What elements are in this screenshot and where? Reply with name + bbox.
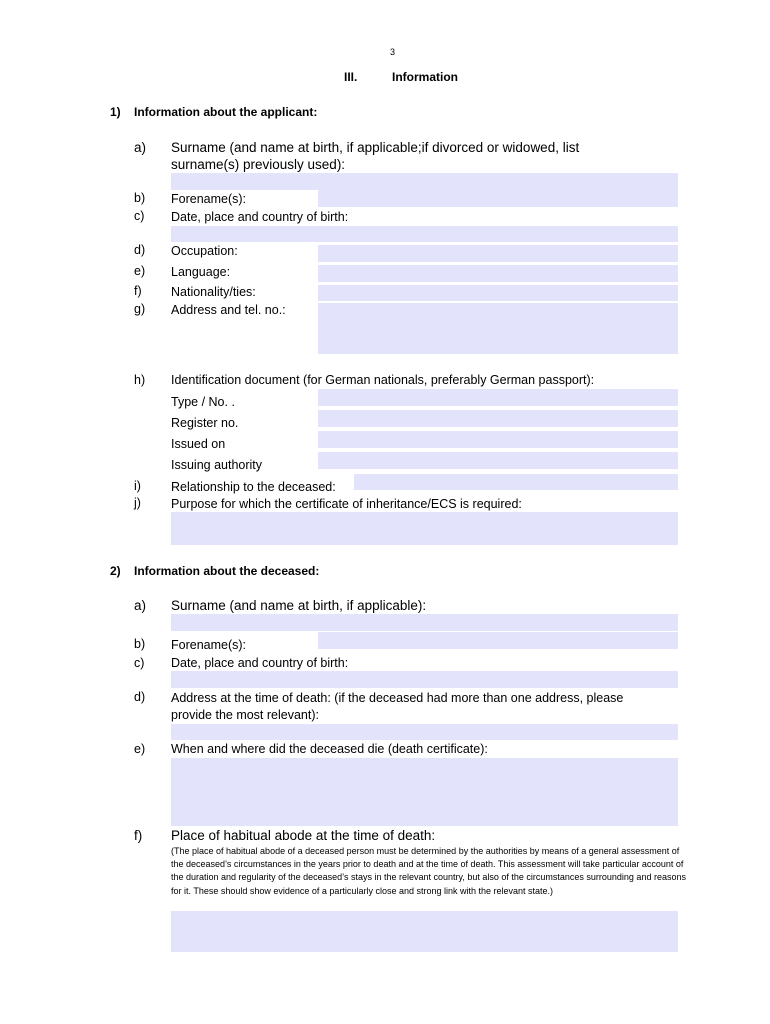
applicant-language-field[interactable] <box>318 265 678 282</box>
applicant-forename-field[interactable] <box>318 190 678 207</box>
applicant-d-marker: d) <box>134 243 146 257</box>
applicant-i-marker: i) <box>134 479 141 493</box>
applicant-forename-label: Forename(s): <box>171 192 247 206</box>
applicant-number: 1) <box>110 105 121 119</box>
deceased-death-field[interactable] <box>171 758 678 826</box>
applicant-a-marker: a) <box>134 140 147 155</box>
applicant-g-marker: g) <box>134 302 146 316</box>
applicant-nationality-label: Nationality/ties: <box>171 285 256 299</box>
applicant-language-label: Language: <box>171 265 231 279</box>
applicant-j-marker: j) <box>134 496 141 510</box>
applicant-address-label: Address and tel. no.: <box>171 303 286 317</box>
deceased-surname-field[interactable] <box>171 614 678 631</box>
applicant-e-marker: e) <box>134 264 146 278</box>
deceased-birth-field[interactable] <box>171 671 678 688</box>
applicant-relationship-label: Relationship to the deceased: <box>171 480 336 494</box>
applicant-id-type-label: Type / No. . <box>171 395 235 409</box>
deceased-habitual-abode-note: (The place of habitual abode of a deceased person must be determined by the authorities by means of a general assessment of the deceased’s circumstances in the years prior to death and at the time of death. This assessment will take particular account of the duration and regularity of the deceased’s stays in the relevant country, but also of the circumstances surrounding and reasons for it. These should show evidence of a particularly close and strong link with the relevant state.) <box>171 846 686 896</box>
applicant-h-marker: h) <box>134 373 146 387</box>
applicant-authority-label: Issuing authority <box>171 458 263 472</box>
applicant-occupation-label: Occupation: <box>171 244 238 258</box>
deceased-heading: Information about the deceased: <box>134 564 320 578</box>
deceased-death-label: When and where did the deceased die (death certificate): <box>171 742 488 756</box>
applicant-register-field[interactable] <box>318 410 678 427</box>
applicant-surname-label-1: Surname (and name at birth, if applicable;if divorced or widowed, list <box>171 140 580 155</box>
deceased-b-marker: b) <box>134 637 146 651</box>
applicant-purpose-label: Purpose for which the certificate of inheritance/ECS is required: <box>171 497 522 511</box>
deceased-forename-field[interactable] <box>318 632 678 649</box>
applicant-heading: Information about the applicant: <box>134 105 318 119</box>
deceased-d-marker: d) <box>134 690 146 704</box>
deceased-a-marker: a) <box>134 598 147 613</box>
page-number: 3 <box>390 47 396 57</box>
applicant-relationship-field[interactable] <box>354 474 678 490</box>
applicant-f-marker: f) <box>134 284 142 298</box>
applicant-register-label: Register no. <box>171 416 239 430</box>
deceased-forename-label: Forename(s): <box>171 638 247 652</box>
applicant-c-marker: c) <box>134 209 145 223</box>
applicant-purpose-field[interactable] <box>171 512 678 545</box>
applicant-id-document-label: Identification document (for German nationals, preferably German passport): <box>171 373 595 387</box>
section-title: Information <box>392 70 458 84</box>
deceased-address-label-2: provide the most relevant): <box>171 708 319 722</box>
deceased-birth-label: Date, place and country of birth: <box>171 656 349 670</box>
applicant-nationality-field[interactable] <box>318 285 678 301</box>
deceased-habitual-abode-field[interactable] <box>171 911 678 952</box>
applicant-birth-field[interactable] <box>171 226 678 242</box>
deceased-e-marker: e) <box>134 742 146 756</box>
deceased-surname-label: Surname (and name at birth, if applicable): <box>171 598 427 613</box>
applicant-surname-field[interactable] <box>171 173 678 190</box>
section-numeral: III. <box>344 70 358 84</box>
applicant-birth-label: Date, place and country of birth: <box>171 210 349 224</box>
applicant-b-marker: b) <box>134 191 146 205</box>
deceased-c-marker: c) <box>134 656 145 670</box>
applicant-surname-label-2: surname(s) previously used): <box>171 157 346 172</box>
applicant-id-type-field[interactable] <box>318 389 678 406</box>
applicant-occupation-field[interactable] <box>318 245 678 262</box>
applicant-issued-on-field[interactable] <box>318 431 678 448</box>
deceased-address-label-1: Address at the time of death: (if the deceased had more than one address, please <box>171 691 624 705</box>
applicant-authority-field[interactable] <box>318 452 678 469</box>
deceased-number: 2) <box>110 564 121 578</box>
deceased-f-marker: f) <box>134 828 143 843</box>
deceased-habitual-abode-label: Place of habitual abode at the time of death: <box>171 828 436 843</box>
deceased-address-field[interactable] <box>171 724 678 740</box>
applicant-address-field[interactable] <box>318 303 678 354</box>
applicant-issued-on-label: Issued on <box>171 437 226 451</box>
